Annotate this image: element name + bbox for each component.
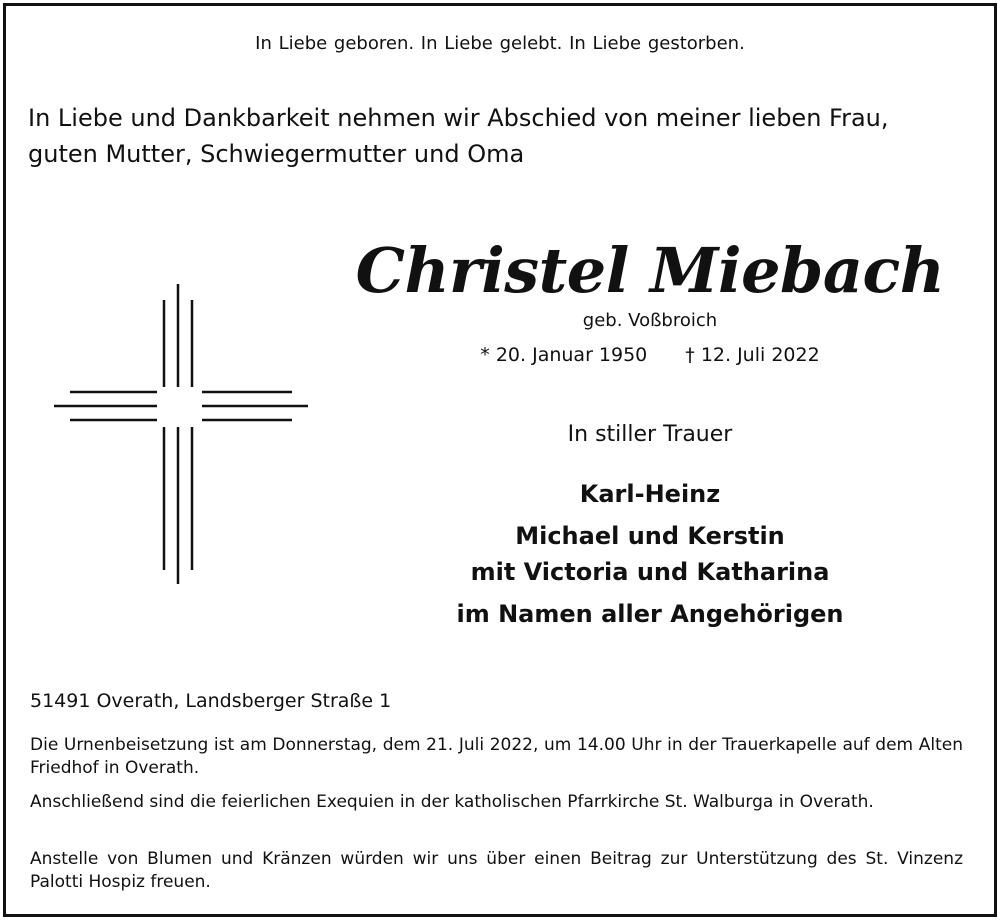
burial-paragraph: Die Urnenbeisetzung ist am Donnerstag, dem 21. Juli 2022, um 14.00 Uhr in der Trauerkapelle auf dem Alten Friedhof in Overath. xyxy=(30,735,963,778)
mourner-line: mit Victoria und Katharina xyxy=(470,558,830,586)
born-name: geb. Voßbroich xyxy=(582,310,718,331)
deceased-name: Christel Miebach xyxy=(355,234,945,307)
birth-date: * 20. Januar 1950 xyxy=(480,344,648,366)
mourners-list xyxy=(300,476,1000,632)
mourner-line: im Namen aller Angehörigen xyxy=(456,600,844,628)
mourner-line: Michael und Kerstin xyxy=(515,522,785,550)
life-dates xyxy=(300,344,1000,366)
donation-paragraph: Anstelle von Blumen und Kränzen würden wir uns über einen Beitrag zur Unterstützung des St. Vinzenz Palotti Hospiz freuen. xyxy=(30,849,963,892)
exequien-paragraph: Anschließend sind die feierlichen Exequien in der katholischen Pfarrkirche St. Walburga in Overath. xyxy=(30,792,874,812)
death-date: † 12. Juli 2022 xyxy=(685,344,820,366)
cross-icon xyxy=(50,280,312,590)
intro-line-2: guten Mutter, Schwiegermutter und Oma xyxy=(28,140,525,168)
address: 51491 Overath, Landsberger Straße 1 xyxy=(30,690,392,712)
mourner-line: Karl-Heinz xyxy=(579,480,721,508)
motto: In Liebe geboren. In Liebe gelebt. In Liebe gestorben. xyxy=(255,33,745,54)
intro-line-1: In Liebe und Dankbarkeit nehmen wir Abschied von meiner lieben Frau, xyxy=(28,104,889,132)
intro-text xyxy=(28,100,978,172)
mourning-phrase: In stiller Trauer xyxy=(567,422,733,447)
